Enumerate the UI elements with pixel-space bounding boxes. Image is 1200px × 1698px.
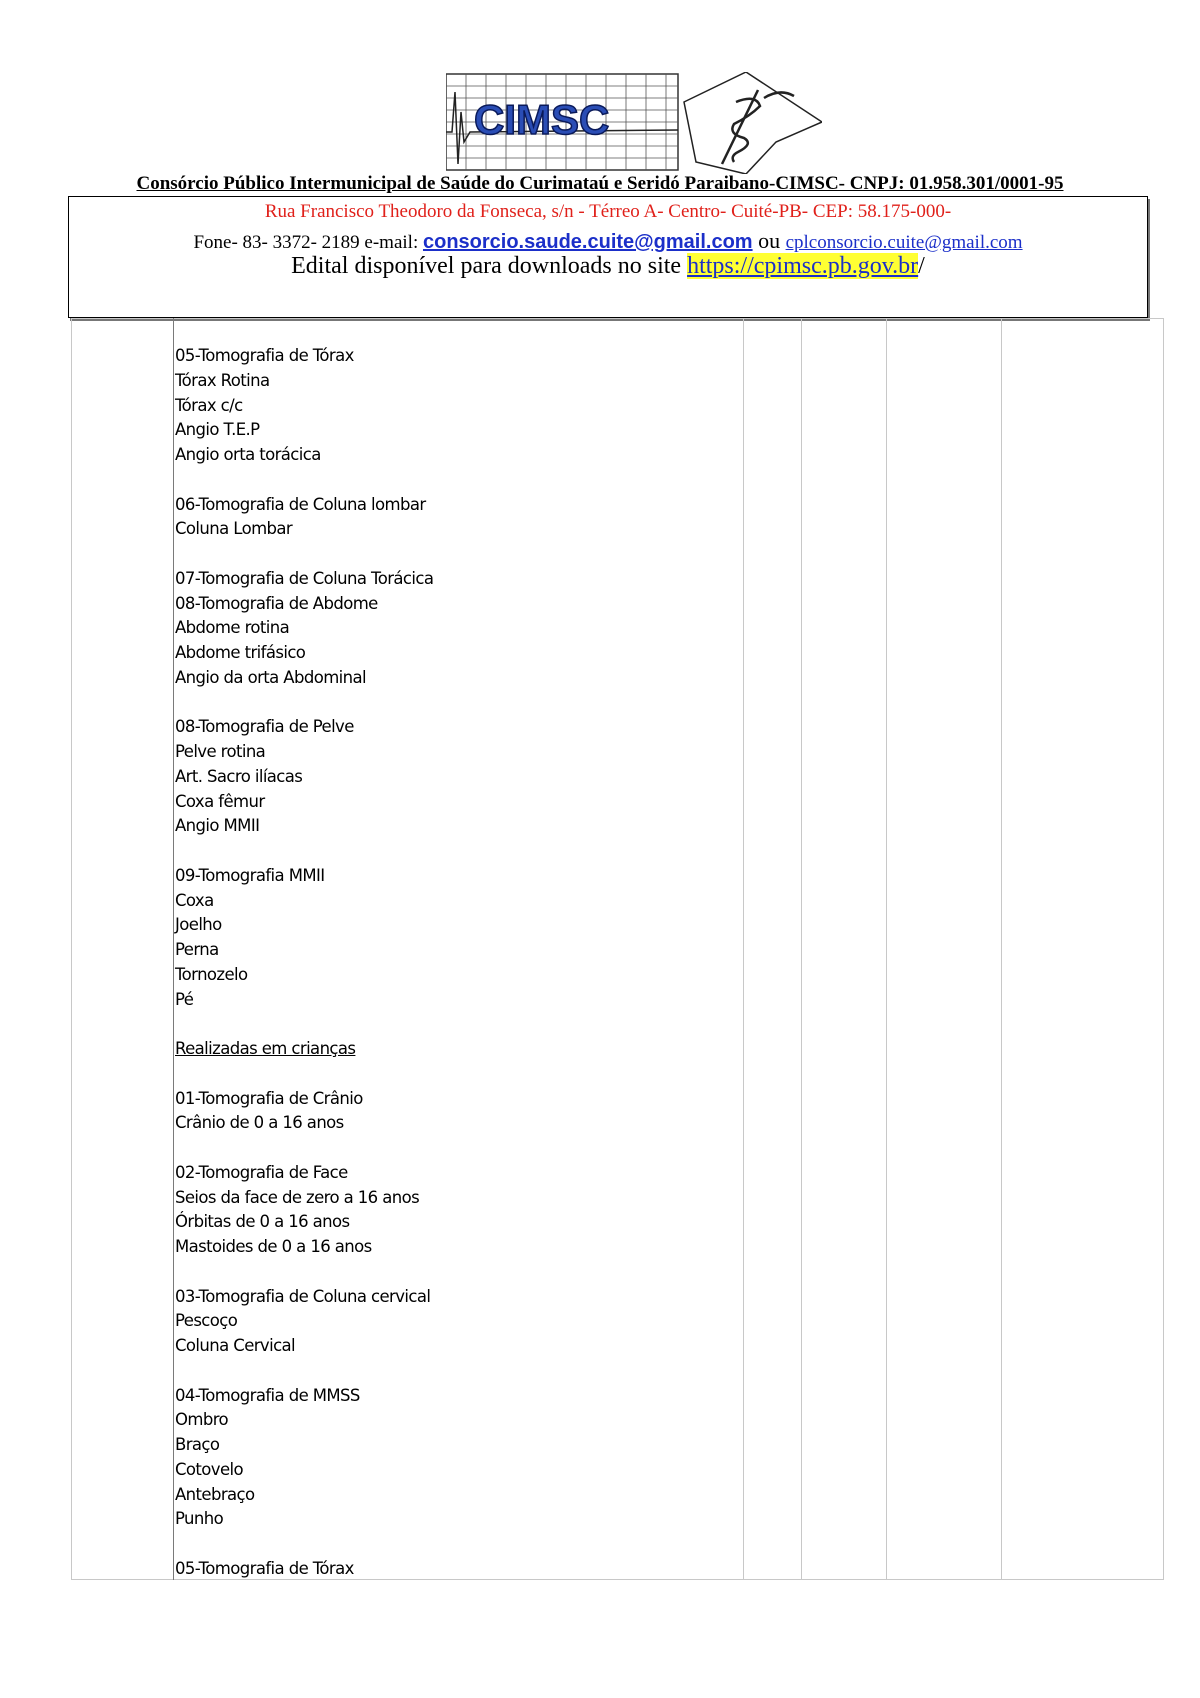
blank-line — [175, 1359, 735, 1384]
email-separator: ou — [752, 228, 786, 253]
exam-list-item: 04-Tomografia de MMSS — [175, 1385, 360, 1405]
exam-list-item: Angio da orta Abdominal — [175, 667, 367, 687]
column-divider — [173, 318, 174, 1580]
site-suffix: / — [918, 253, 925, 279]
exam-list-item: Seios da face de zero a 16 anos — [175, 1187, 420, 1207]
exam-list-item: Mastoides de 0 a 16 anos — [175, 1237, 372, 1256]
exam-list-item: Angio MMII — [175, 816, 260, 836]
email-secondary-link[interactable]: cplconsorcio.cuite@gmail.com — [785, 232, 1023, 253]
blank-line — [175, 691, 735, 716]
blank-line — [175, 839, 735, 864]
column-divider — [801, 318, 802, 1580]
blank-line — [175, 1136, 735, 1161]
exam-list-item: Tórax Rotina — [175, 370, 270, 390]
blank-line — [175, 1532, 735, 1557]
email-primary-link[interactable]: consorcio.saude.cuite@gmail.com — [422, 231, 753, 253]
exam-list-item: Pelve rotina — [175, 742, 266, 761]
exam-list-item: Tornozelo — [175, 964, 248, 984]
exam-list-item: Realizadas em crianças — [175, 1039, 356, 1058]
exam-list-item: 06-Tomografia de Coluna lombar — [175, 494, 426, 514]
exam-list-item: Angio orta torácica — [175, 445, 321, 464]
address-line: Rua Francisco Theodoro da Fonseca, s/n - Térreo A- Centro- Cuité-PB- CEP: 58.175-000- — [264, 201, 952, 222]
blank-line — [175, 1260, 735, 1285]
exam-list-item: Ombro — [175, 1410, 229, 1430]
svg-text:CIMSC: CIMSC — [474, 96, 610, 143]
site-link[interactable]: https://cpimsc.pb.gov.br — [687, 253, 919, 279]
blank-line — [175, 542, 735, 567]
exam-list-item: Coluna Cervical — [175, 1336, 296, 1355]
exam-list-item: Tórax c/c — [175, 395, 243, 415]
exam-list-item: Coluna Lombar — [175, 519, 293, 539]
column-divider — [886, 318, 887, 1580]
exam-list-item: 08-Tomografia de Abdome — [175, 593, 378, 613]
exam-list-item: 03-Tomografia de Coluna cervical — [175, 1286, 431, 1306]
exam-list-item: Cotovelo — [175, 1459, 243, 1479]
exam-list-item: Braço — [175, 1435, 220, 1454]
contact-line — [69, 228, 1147, 254]
cimsc-logo — [446, 72, 822, 174]
document-title: Consórcio Público Intermunicipal de Saúde do Curimataú e Seridó Paraibano-CIMSC- CNPJ: 01.958.301/0001-95 — [136, 173, 1064, 194]
exam-list-item: Art. Sacro ilíacas — [175, 766, 303, 786]
column-divider — [1001, 318, 1002, 1580]
exam-list-item: Punho — [175, 1509, 224, 1529]
blank-line — [175, 1012, 735, 1037]
exam-list-item: 09-Tomografia MMII — [175, 865, 325, 885]
exam-list-item: 01-Tomografia de Crânio — [175, 1088, 363, 1108]
exam-list-item: Coxa fêmur — [175, 791, 265, 811]
exam-list-item: 08-Tomografia de Pelve — [175, 717, 354, 737]
exam-list-item: Perna — [175, 940, 219, 959]
exam-list-item: Crânio de 0 a 16 anos — [175, 1113, 344, 1133]
exam-list-item: Angio T.E.P — [175, 420, 260, 440]
exam-list-item: 02-Tomografia de Face — [175, 1162, 348, 1182]
exam-list-item: 07-Tomografia de Coluna Torácica — [175, 568, 434, 588]
exam-list-item: Joelho — [175, 915, 222, 935]
phone-label: Fone- 83- 3372- 2189 e-mail: — [193, 232, 423, 253]
exam-list-item: Abdome trifásico — [175, 643, 306, 662]
exam-list-item: Órbitas de 0 a 16 anos — [175, 1212, 350, 1232]
exam-list-item: 05-Tomografia de Tórax — [175, 1558, 354, 1578]
exam-list-item: 05-Tomografia de Tórax — [175, 346, 354, 365]
edital-label: Edital disponível para downloads no site — [291, 253, 688, 279]
blank-line — [175, 468, 735, 493]
blank-line — [175, 1062, 735, 1087]
exam-list-item: Pé — [175, 989, 194, 1009]
contact-info-box — [68, 196, 1148, 318]
edital-line — [69, 253, 1147, 280]
exam-list-item: Coxa — [175, 890, 214, 910]
exam-list — [175, 344, 735, 1582]
column-divider — [743, 318, 744, 1580]
exam-list-item: Abdome rotina — [175, 618, 290, 638]
exam-list-item: Pescoço — [175, 1311, 238, 1331]
exam-list-item: Antebraço — [175, 1484, 255, 1504]
